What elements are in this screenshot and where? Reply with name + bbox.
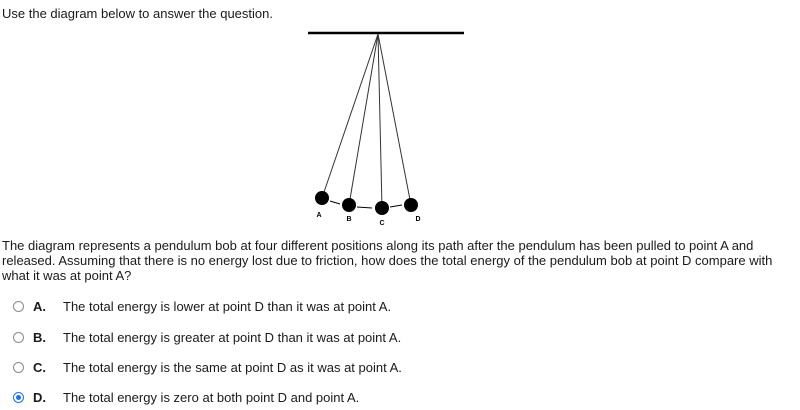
choice-d-letter: D. — [33, 389, 46, 405]
label-point-d: D — [415, 216, 421, 223]
question-text: The diagram represents a pendulum bob at four different positions along its path after the pendulum has been pulled to point A and released. Assuming that there is no energy lost due to friction, how does the total energy of the pendulum bob at point D compare with what it was at point A? — [2, 238, 773, 283]
choice-c-text: The total energy is the same at point D as it was at point A. — [63, 359, 402, 375]
choice-a[interactable] — [0, 296, 800, 316]
choice-d[interactable] — [0, 387, 800, 407]
choice-d-text: The total energy is zero at both point D and point A. — [63, 389, 360, 405]
path-arrow-2 — [357, 207, 372, 208]
radio-c[interactable] — [13, 362, 24, 373]
choice-c[interactable] — [0, 357, 800, 377]
choice-a-letter: A. — [33, 298, 46, 314]
path-arrow-1 — [330, 201, 340, 204]
string-b — [349, 34, 378, 205]
bob-d — [404, 198, 418, 212]
path-arrow-3 — [390, 205, 402, 207]
choice-b-text: The total energy is greater at point D than it was at point A. — [63, 329, 402, 345]
label-point-c: C — [379, 220, 385, 227]
string-c — [378, 34, 382, 208]
choice-a-text: The total energy is lower at point D than it was at point A. — [63, 298, 392, 314]
string-d — [378, 34, 411, 205]
pendulum-diagram — [300, 28, 470, 233]
bob-c — [375, 201, 389, 215]
label-point-b: B — [346, 216, 352, 223]
string-a — [322, 34, 378, 198]
choice-b-letter: B. — [33, 329, 46, 345]
radio-b[interactable] — [13, 332, 24, 343]
choice-c-letter: C. — [33, 359, 46, 375]
instruction-text: Use the diagram below to answer the question. — [2, 6, 273, 21]
bob-b — [342, 198, 356, 212]
radio-a[interactable] — [13, 301, 24, 312]
bob-a — [315, 191, 329, 205]
radio-d[interactable] — [13, 392, 24, 403]
choice-b[interactable] — [0, 327, 800, 347]
label-point-a: A — [316, 212, 322, 219]
